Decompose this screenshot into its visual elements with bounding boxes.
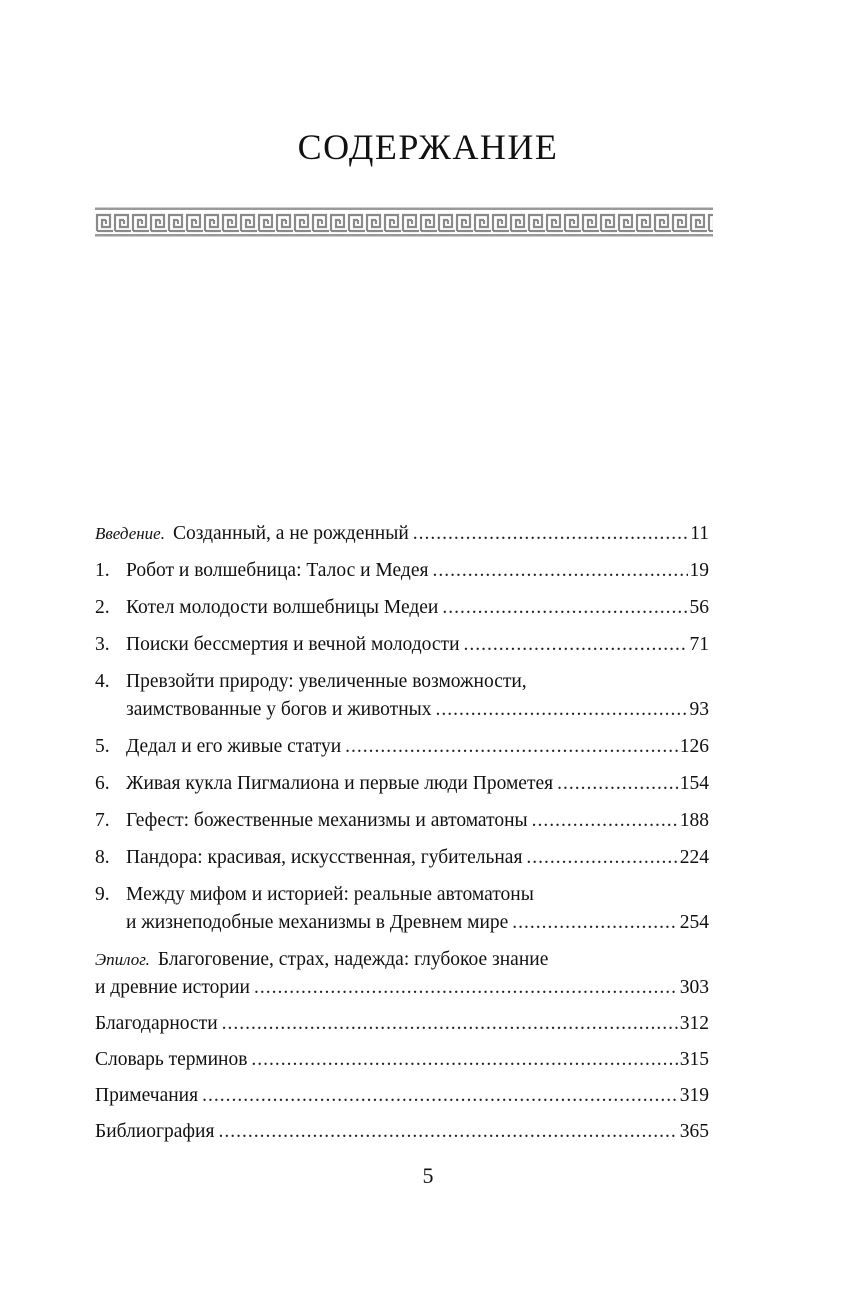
- chapter-title: Робот и волшебница: Талос и Медея: [126, 560, 429, 581]
- chapter-title: Поиски бессмертия и вечной молодости: [126, 634, 460, 655]
- chapter-page: 19: [689, 560, 709, 581]
- chapter-number: 3.: [95, 634, 110, 655]
- dot-leader: [202, 1082, 678, 1110]
- toc-chapter[interactable]: [95, 594, 709, 622]
- chapter-number: 8.: [95, 847, 110, 868]
- chapter-number: 7.: [95, 810, 110, 831]
- chapter-page: 224: [679, 847, 709, 868]
- dot-leader: [413, 520, 688, 548]
- chapter-title: Между мифом и историей: реальные автоматоны: [126, 884, 534, 905]
- chapter-page: 188: [679, 810, 709, 831]
- dot-leader: [254, 974, 678, 1002]
- dot-leader: [251, 1046, 677, 1074]
- dot-leader: [532, 807, 678, 835]
- toc-chapter[interactable]: [95, 770, 709, 798]
- epilogue-page: 303: [679, 977, 709, 998]
- toc-chapter[interactable]: [95, 733, 709, 761]
- chapter-title: Живая кукла Пигмалиона и первые люди Прометея: [126, 773, 554, 794]
- dot-leader: [464, 631, 688, 659]
- chapter-title: Дедал и его живые статуи: [126, 736, 342, 757]
- chapter-number: 1.: [95, 560, 110, 581]
- chapter-title: Пандора: красивая, искусственная, губительная: [126, 847, 523, 868]
- chapter-page: 254: [679, 912, 709, 933]
- chapter-title-continued: и жизнеподобные механизмы в Древнем мире: [126, 912, 509, 933]
- intro-title: Созданный, а не рожденный: [172, 523, 409, 544]
- dot-leader: [222, 1010, 678, 1038]
- toc-chapter[interactable]: [95, 668, 709, 724]
- backmatter-page: 315: [679, 1049, 709, 1070]
- backmatter-page: 312: [679, 1013, 709, 1034]
- chapter-number: 2.: [95, 597, 110, 618]
- chapter-page: 71: [689, 634, 709, 655]
- toc-backmatter[interactable]: [95, 1118, 709, 1146]
- dot-leader: [557, 770, 678, 798]
- dot-leader: [218, 1118, 677, 1146]
- toc-backmatter[interactable]: [95, 1046, 709, 1074]
- chapter-page: 93: [689, 699, 709, 720]
- chapter-title: Гефест: божественные механизмы и автоматоны: [126, 810, 528, 831]
- chapter-number: 9.: [95, 884, 110, 905]
- chapter-title: Котел молодости волшебницы Медеи: [126, 597, 439, 618]
- chapter-number: 4.: [95, 671, 110, 692]
- intro-page: 11: [690, 523, 709, 544]
- chapter-title: Превзойти природу: увеличенные возможности,: [126, 671, 527, 692]
- table-of-contents: [95, 520, 709, 1146]
- chapter-number: 5.: [95, 736, 110, 757]
- backmatter-title: Библиография: [95, 1121, 215, 1142]
- dot-leader: [345, 733, 678, 761]
- backmatter-page: 319: [679, 1085, 709, 1106]
- toc-intro[interactable]: [95, 520, 709, 548]
- toc-chapter[interactable]: [95, 557, 709, 585]
- backmatter-title: Благодарности: [95, 1013, 218, 1034]
- toc-epilogue[interactable]: [95, 946, 709, 1002]
- dot-leader: [435, 696, 687, 724]
- toc-chapter[interactable]: [95, 631, 709, 659]
- backmatter-title: Примечания: [95, 1085, 199, 1106]
- dot-leader: [512, 909, 677, 937]
- intro-label: Введение.: [95, 524, 165, 543]
- chapter-page: 56: [689, 597, 709, 618]
- chapter-title-continued: заимствованные у богов и животных: [126, 699, 432, 720]
- page-title: СОДЕРЖАНИЕ: [297, 127, 559, 167]
- backmatter-title: Словарь терминов: [95, 1049, 248, 1070]
- chapter-page: 154: [679, 773, 709, 794]
- chapter-number: 6.: [95, 773, 110, 794]
- dot-leader: [526, 844, 677, 872]
- backmatter-page: 365: [679, 1121, 709, 1142]
- dot-leader: [442, 594, 687, 622]
- page-number: 5: [422, 1163, 434, 1188]
- toc-backmatter[interactable]: [95, 1082, 709, 1110]
- toc-chapter[interactable]: [95, 807, 709, 835]
- greek-key-ornament: [95, 207, 713, 237]
- toc-backmatter[interactable]: [95, 1010, 709, 1038]
- toc-chapter[interactable]: [95, 881, 709, 937]
- dot-leader: [432, 557, 687, 585]
- epilogue-title: Благоговение, страх, надежда: глубокое знание: [157, 949, 549, 970]
- epilogue-label: Эпилог.: [95, 950, 150, 969]
- chapter-page: 126: [679, 736, 709, 757]
- toc-chapter[interactable]: [95, 844, 709, 872]
- epilogue-title-continued: и древние истории: [95, 977, 250, 998]
